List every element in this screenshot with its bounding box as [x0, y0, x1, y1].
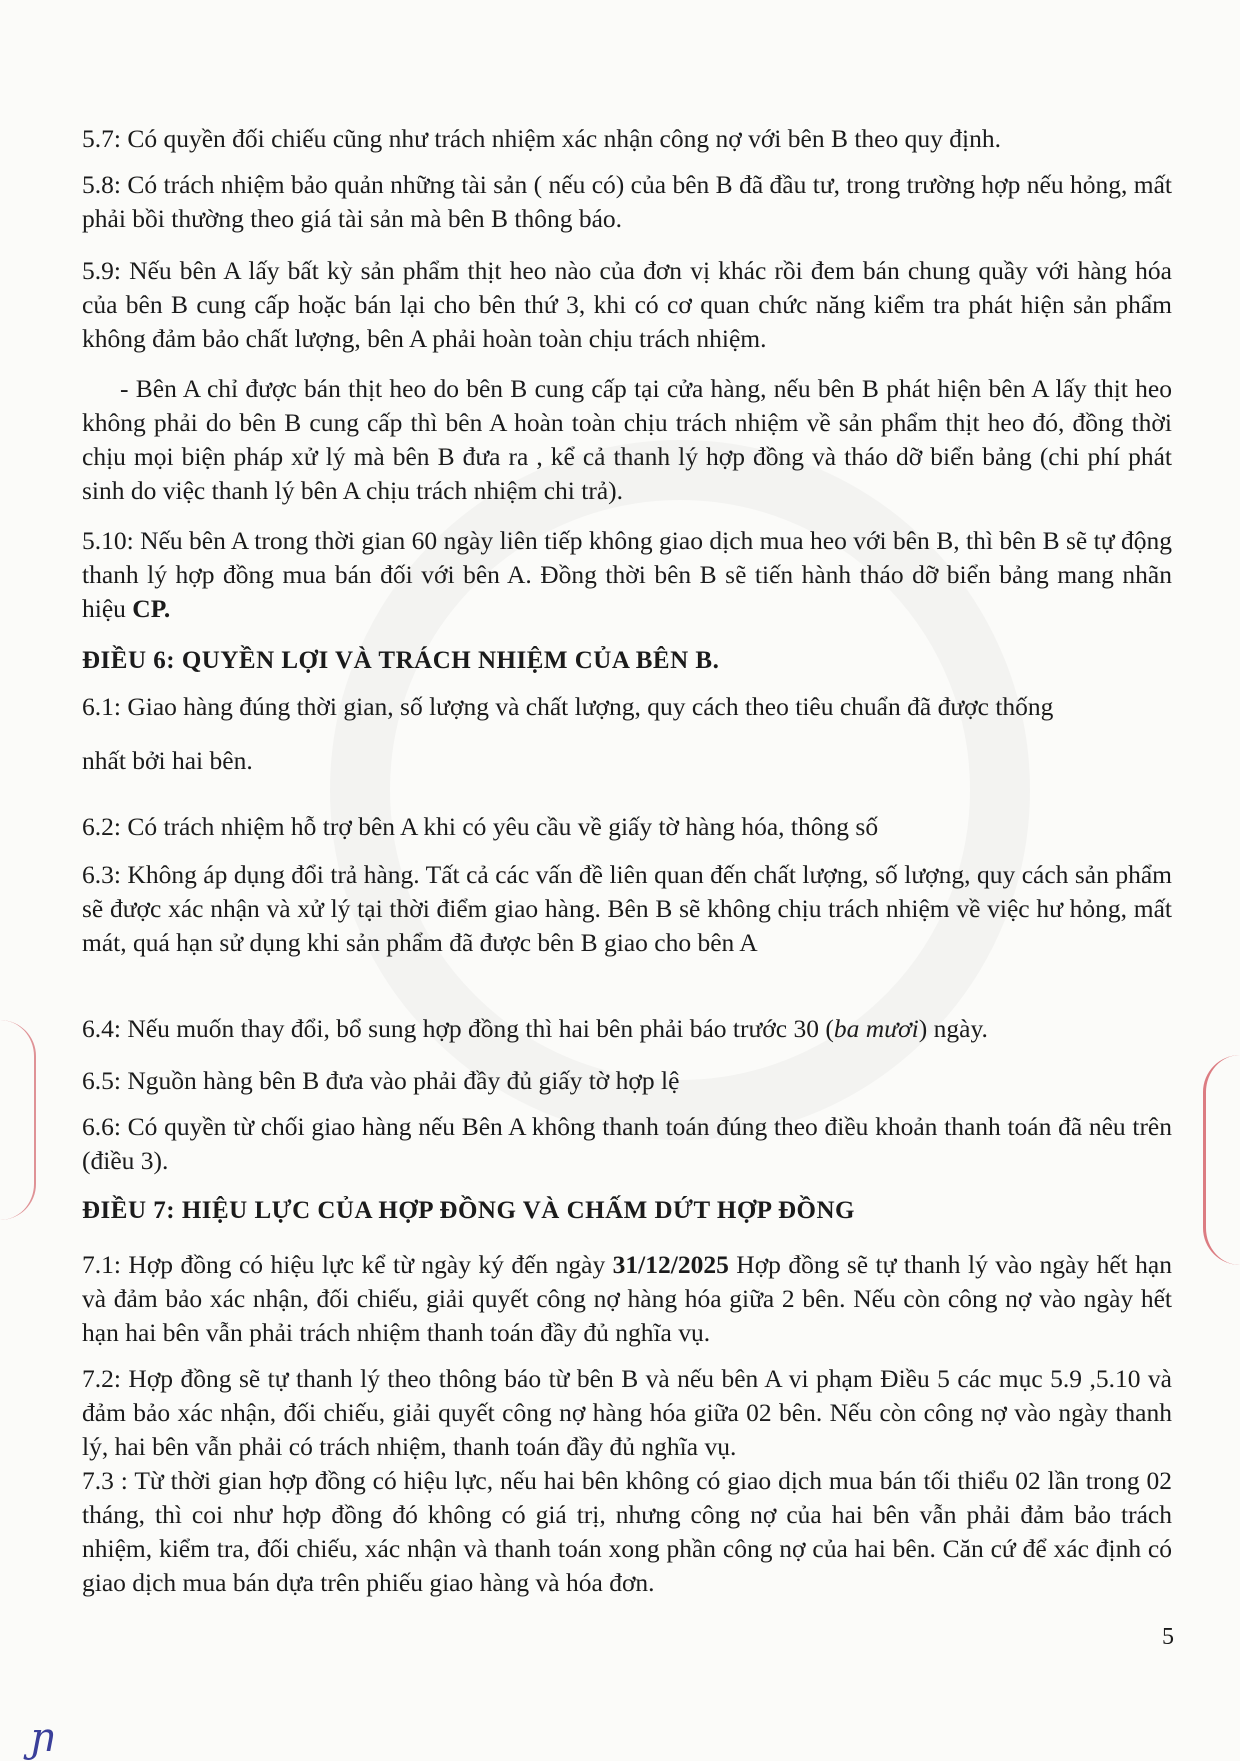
article-7-heading: ĐIỀU 7: HIỆU LỰC CỦA HỢP ĐỒNG VÀ CHẤM DỨT HỢP ĐỒNG [82, 1197, 855, 1224]
clause-7-1-pre: 7.1: Hợp đồng có hiệu lực kể từ ngày ký đến ngày [82, 1250, 606, 1279]
clause-6-4-pre: 6.4: Nếu muốn thay đổi, bổ sung hợp đồng thì hai bên phải báo trước 30 ( [82, 1014, 834, 1043]
article-6-heading: ĐIỀU 6: QUYỀN LỢI VÀ TRÁCH NHIỆM CỦA BÊN B. [82, 647, 720, 674]
signature-mark: ɲ [30, 1715, 56, 1761]
stamp-right-edge [1203, 1055, 1240, 1265]
clause-5-9: 5.9: Nếu bên A lấy bất kỳ sản phẩm thịt heo nào của đơn vị khác rồi đem bán chung quầy với hàng hóa của bên B cung cấp hoặc bán lại cho bên thứ 3, khi có cơ quan chức năng kiểm tra phát hiện sản phẩm không đảm bảo chất lượng, bên A phải hoàn toàn chịu trách nhiệm. [82, 256, 1172, 353]
clause-7-1 [82, 1248, 1172, 1350]
clause-5-7: 5.7: Có quyền đối chiếu cũng như trách nhiệm xác nhận công nợ với bên B theo quy định. [82, 124, 1001, 153]
clause-6-3: 6.3: Không áp dụng đổi trả hàng. Tất cả các vấn đề liên quan đến chất lượng, số lượng, quy cách sản phẩm sẽ được xác nhận và xử lý tại thời điểm giao hàng. Bên B sẽ không chịu trách nhiệm về việc hư hỏng, mất mát, quá hạn sử dụng khi sản phẩm đã được bên B giao cho bên A [82, 860, 1172, 957]
clause-6-4-post: ) ngày. [918, 1014, 988, 1043]
clause-6-1-line1: 6.1: Giao hàng đúng thời gian, số lượng và chất lượng, quy cách theo tiêu chuẩn đã được thống [82, 692, 1054, 721]
clause-6-1-line2: nhất bởi hai bên. [82, 746, 253, 775]
clause-6-5: 6.5: Nguồn hàng bên B đưa vào phải đầy đủ giấy tờ hợp lệ [82, 1066, 680, 1095]
clause-6-2: 6.2: Có trách nhiệm hỗ trợ bên A khi có yêu cầu về giấy tờ hàng hóa, thông số [82, 812, 879, 841]
brand-cp: CP. [132, 594, 171, 623]
clause-6-6: 6.6: Có quyền từ chối giao hàng nếu Bên A không thanh toán đúng theo điều khoản thanh toán đã nêu trên (điều 3). [82, 1112, 1172, 1175]
stamp-left-edge [0, 1020, 36, 1220]
clause-7-2: 7.2: Hợp đồng sẽ tự thanh lý theo thông báo từ bên B và nếu bên A vi phạm Điều 5 các mục 5.9 ,5.10 và đảm bảo xác nhận, đối chiếu, giải quyết công nợ hàng hóa giữa 02 bên. Nếu còn công nợ vào ngày thanh lý, hai bên vẫn phải có trách nhiệm, thanh toán đầy đủ nghĩa vụ. [82, 1364, 1172, 1461]
clause-7-3: 7.3 : Từ thời gian hợp đồng có hiệu lực, nếu hai bên không có giao dịch mua bán tối thiểu 02 lần trong 02 tháng, thì coi như hợp đồng đó không có giá trị, nhưng công nợ của hai bên vẫn phải đảm bảo trách nhiệm, kiểm tra, đối chiếu, xác nhận và thanh toán xong phần công nợ của hai bên. Căn cứ để xác định có giao dịch mua bán dựa trên phiếu giao hàng và hóa đơn. [82, 1466, 1172, 1597]
clause-6-4 [82, 1012, 1172, 1046]
page-number: 5 [1162, 1624, 1174, 1650]
clause-5-9-note: - Bên A chỉ được bán thịt heo do bên B cung cấp tại cửa hàng, nếu bên B phát hiện bên A lấy thịt heo không phải do bên B cung cấp thì bên A hoàn toàn chịu trách nhiệm về sản phẩm thịt heo đó, đồng thời chịu mọi biện pháp xử lý mà bên B đưa ra , kể cả thanh lý hợp đồng và tháo dỡ biển bảng (chi phí phát sinh do việc thanh lý bên A chịu trách nhiệm chi trả). [82, 374, 1172, 505]
clause-7-1-date: 31/12/2025 [612, 1250, 729, 1279]
clause-6-4-italic: ba mươi [833, 1014, 919, 1043]
clause-5-10 [82, 524, 1172, 626]
clause-7-1-post: Hợp đồng sẽ tự thanh lý vào ngày hết hạn và đảm bảo xác nhận, đối chiếu, giải quyết công nợ hàng hóa giữa 2 bên. Nếu còn công nợ vào ngày hết hạn hai bên vẫn phải trách nhiệm thanh toán đầy đủ nghĩa vụ. [82, 1250, 1172, 1347]
clause-5-10-text: 5.10: Nếu bên A trong thời gian 60 ngày liên tiếp không giao dịch mua heo với bên B, thì bên B sẽ tự động thanh lý hợp đồng mua bán đối với bên A. Đồng thời bên B sẽ tiến hành tháo dỡ biển bảng mang nhãn hiệu [82, 526, 1172, 623]
clause-5-8: 5.8: Có trách nhiệm bảo quản những tài sản ( nếu có) của bên B đã đầu tư, trong trường hợp nếu hỏng, mất phải bồi thường theo giá tài sản mà bên B thông báo. [82, 170, 1172, 233]
